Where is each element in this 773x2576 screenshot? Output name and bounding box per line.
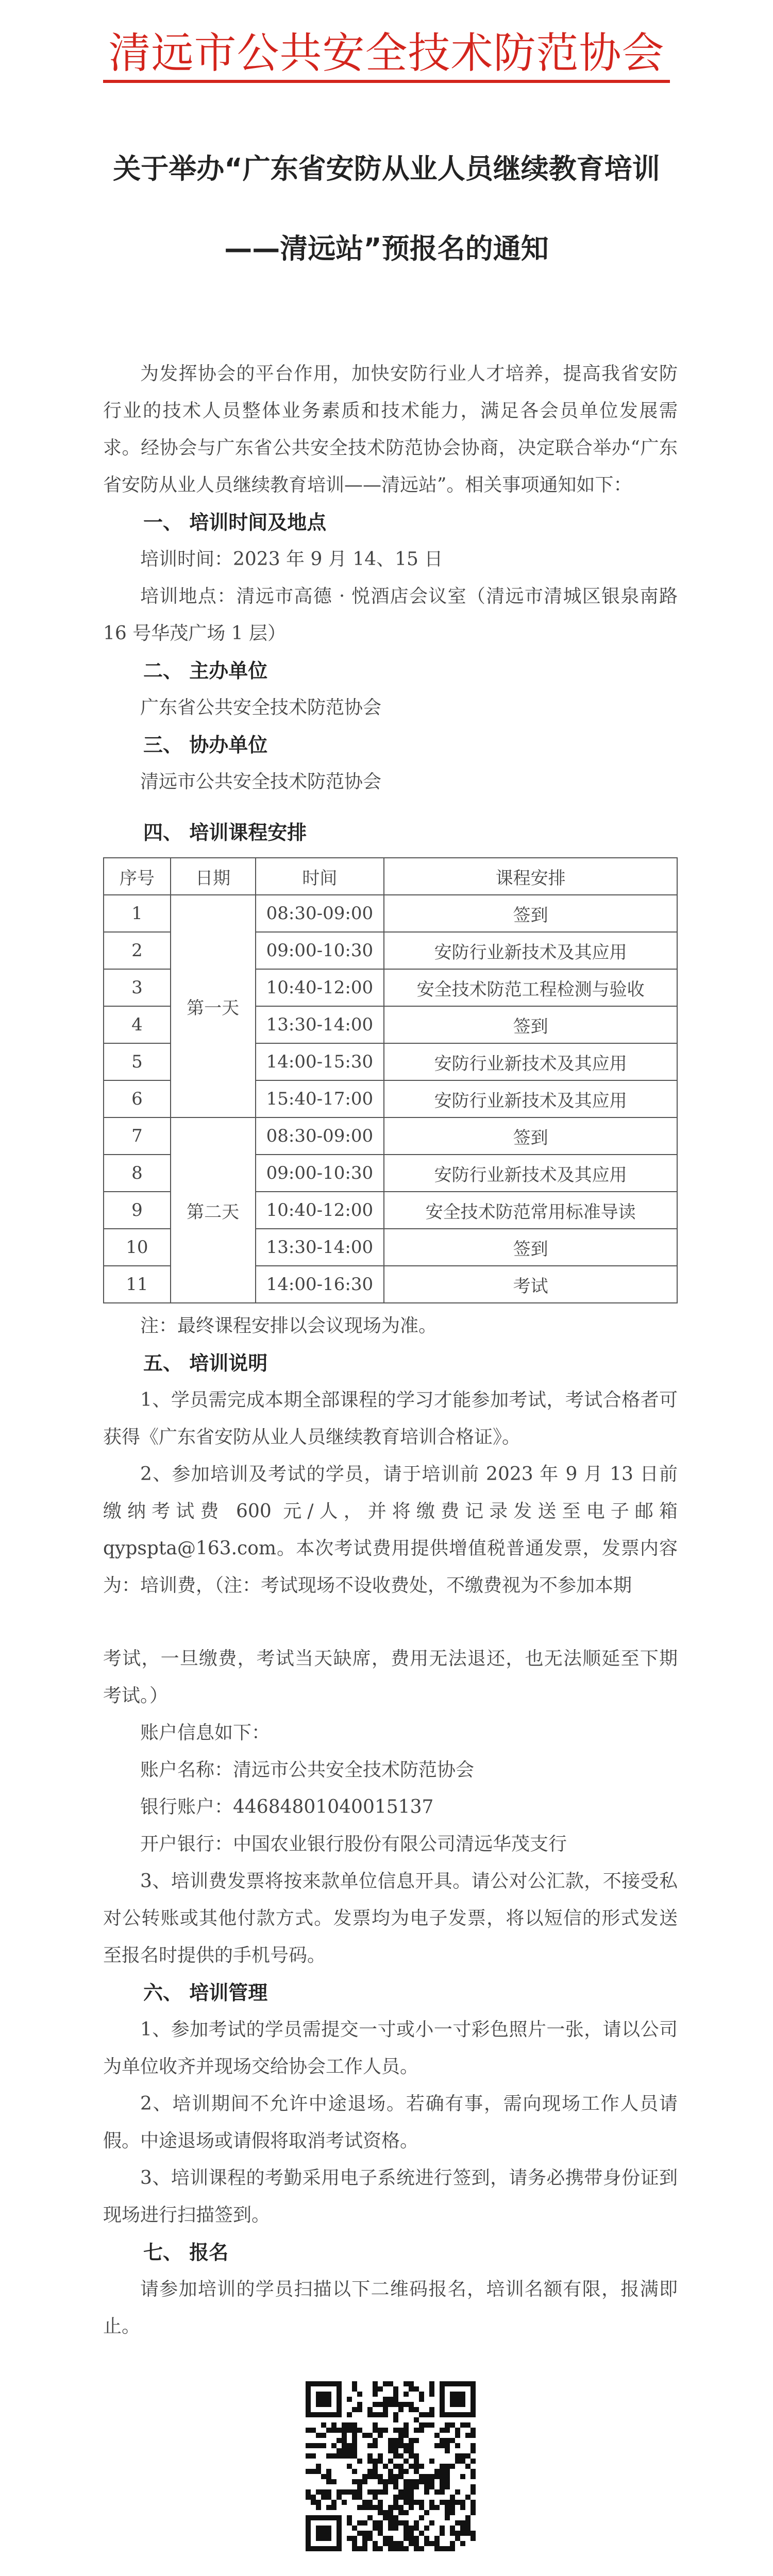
column-header: 序号 — [104, 858, 171, 895]
table-row — [104, 895, 677, 932]
row-time: 14:00-15:30 — [256, 1043, 384, 1080]
table-row — [104, 1117, 677, 1155]
row-time: 09:00-10:30 — [256, 1155, 384, 1192]
row-time: 10:40-12:00 — [256, 969, 384, 1006]
row-course: 签到 — [384, 1229, 677, 1266]
bank-name: 开户银行：中国农业银行股份有限公司清远华茂支行 — [140, 1834, 567, 1855]
row-time: 13:30-14:00 — [256, 1006, 384, 1043]
registration-text: 请参加培训的学员扫描以下二维码报名，培训名额有限，报满即止。 — [103, 2279, 678, 2337]
management-1: 1、参加考试的学员需提交一寸或小一寸彩色照片一张，请以公司为单位收齐并现场交给协会工作人员。 — [103, 2019, 678, 2077]
row-number: 1 — [104, 895, 171, 932]
row-number: 9 — [104, 1192, 171, 1229]
row-time: 14:00-16:30 — [256, 1266, 384, 1303]
row-number: 2 — [104, 932, 171, 969]
management-2: 2、培训期间不允许中途退场。若确有事，需向现场工作人员请假。中途退场或请假将取消考试资格。 — [103, 2093, 678, 2151]
row-course: 考试 — [384, 1266, 677, 1303]
organizer: 广东省公共安全技术防范协会 — [140, 697, 382, 718]
row-number: 6 — [104, 1080, 171, 1117]
row-course: 安防行业新技术及其应用 — [384, 932, 677, 969]
section-heading: 六、 培训管理 — [143, 1981, 268, 2004]
management-3: 3、培训课程的考勤采用电子系统进行签到，请务必携带身份证到现场进行扫描签到。 — [103, 2167, 678, 2226]
instruction-1: 1、学员需完成本期全部课程的学习才能参加考试，考试合格者可获得《广东省安防从业人员继续教育培训合格证》。 — [103, 1389, 678, 1448]
qr-code-icon — [306, 2381, 476, 2551]
org-name-header: 清远市公共安全技术防范协会 — [108, 29, 665, 78]
row-course: 安防行业新技术及其应用 — [384, 1080, 677, 1117]
row-course: 安防行业新技术及其应用 — [384, 1155, 677, 1192]
day-cell: 第一天 — [171, 895, 256, 1117]
column-header: 日期 — [171, 858, 256, 895]
schedule-note: 注：最终课程安排以会议现场为准。 — [140, 1315, 438, 1336]
section-heading: 五、 培训说明 — [143, 1352, 268, 1375]
instruction-3: 3、培训费发票将按来款单位信息开具。请公对公汇款，不接受私对公转账或其他付款方式。发票均为电子发票，将以短信的形式发送至报名时提供的手机号码。 — [103, 1871, 678, 1966]
row-time: 15:40-17:00 — [256, 1080, 384, 1117]
row-course: 安防行业新技术及其应用 — [384, 1043, 677, 1080]
row-course: 签到 — [384, 1117, 677, 1155]
row-course: 签到 — [384, 1006, 677, 1043]
training-time: 培训时间：2023 年 9 月 14、15 日 — [140, 549, 443, 570]
notice-title-line1: 关于举办“广东省安防从业人员继续教育培训 — [113, 152, 660, 185]
day-cell: 第二天 — [171, 1117, 256, 1303]
section-heading: 七、 报名 — [143, 2241, 229, 2264]
registration-qr-code[interactable] — [306, 2381, 476, 2551]
row-course: 签到 — [384, 895, 677, 932]
page-gap — [103, 1604, 678, 1640]
section-heading: 四、 培训课程安排 — [143, 821, 307, 844]
instruction-2: 2、参加培训及考试的学员，请于培训前 2023 年 9 月 13 日前缴纳考试费 600 元/人，并将缴费记录发送至电子邮箱 qypspta@163.com。本次考试费用提供增值税普通发票，发票内容为：培训费，（注：考试现场不设收费处，不缴费视为不参加本期 — [103, 1464, 678, 1596]
account-number: 银行账户：44684801040015137 — [140, 1797, 434, 1818]
row-course: 安全技术防范常用标准导读 — [384, 1192, 677, 1229]
co-organizer: 清远市公共安全技术防范协会 — [140, 771, 382, 792]
table-header-row — [104, 858, 677, 895]
section-heading: 三、 协办单位 — [143, 734, 268, 756]
column-header: 课程安排 — [384, 858, 677, 895]
section-heading: 二、 主办单位 — [143, 659, 268, 682]
row-course: 安全技术防范工程检测与验收 — [384, 969, 677, 1006]
row-time: 09:00-10:30 — [256, 932, 384, 969]
red-divider — [103, 80, 670, 83]
row-number: 7 — [104, 1117, 171, 1155]
column-header: 时间 — [256, 858, 384, 895]
training-place: 培训地点：清远市高德 · 悦酒店会议室（清远市清城区银泉南路 16 号华茂广场 1 层） — [103, 586, 678, 644]
intro-paragraph: 为发挥协会的平台作用，加快安防行业人才培养，提高我省安防行业的技术人员整体业务素质和技术能力，满足各会员单位发展需求。经协会与广东省公共安全技术防范协会协商，决定联合举办“广东省安防从业人员继续教育培训——清远站”。相关事项通知如下： — [103, 363, 678, 496]
row-number: 11 — [104, 1266, 171, 1303]
row-number: 5 — [104, 1043, 171, 1080]
notice-body — [103, 355, 678, 2576]
account-title: 账户信息如下： — [140, 1722, 271, 1743]
account-name: 账户名称：清远市公共安全技术防范协会 — [140, 1759, 475, 1781]
row-number: 10 — [104, 1229, 171, 1266]
row-time: 13:30-14:00 — [256, 1229, 384, 1266]
notice-title-line2: ——清远站”预报名的通知 — [224, 232, 549, 265]
row-time: 10:40-12:00 — [256, 1192, 384, 1229]
row-time: 08:30-09:00 — [256, 1117, 384, 1155]
section-heading: 一、 培训时间及地点 — [143, 511, 327, 534]
course-schedule-table — [103, 857, 678, 1303]
row-time: 08:30-09:00 — [256, 895, 384, 932]
instruction-2-continued: 考试，一旦缴费，考试当天缺席，费用无法退还，也无法顺延至下期考试。） — [103, 1648, 678, 1706]
row-number: 8 — [104, 1155, 171, 1192]
row-number: 3 — [104, 969, 171, 1006]
row-number: 4 — [104, 1006, 171, 1043]
